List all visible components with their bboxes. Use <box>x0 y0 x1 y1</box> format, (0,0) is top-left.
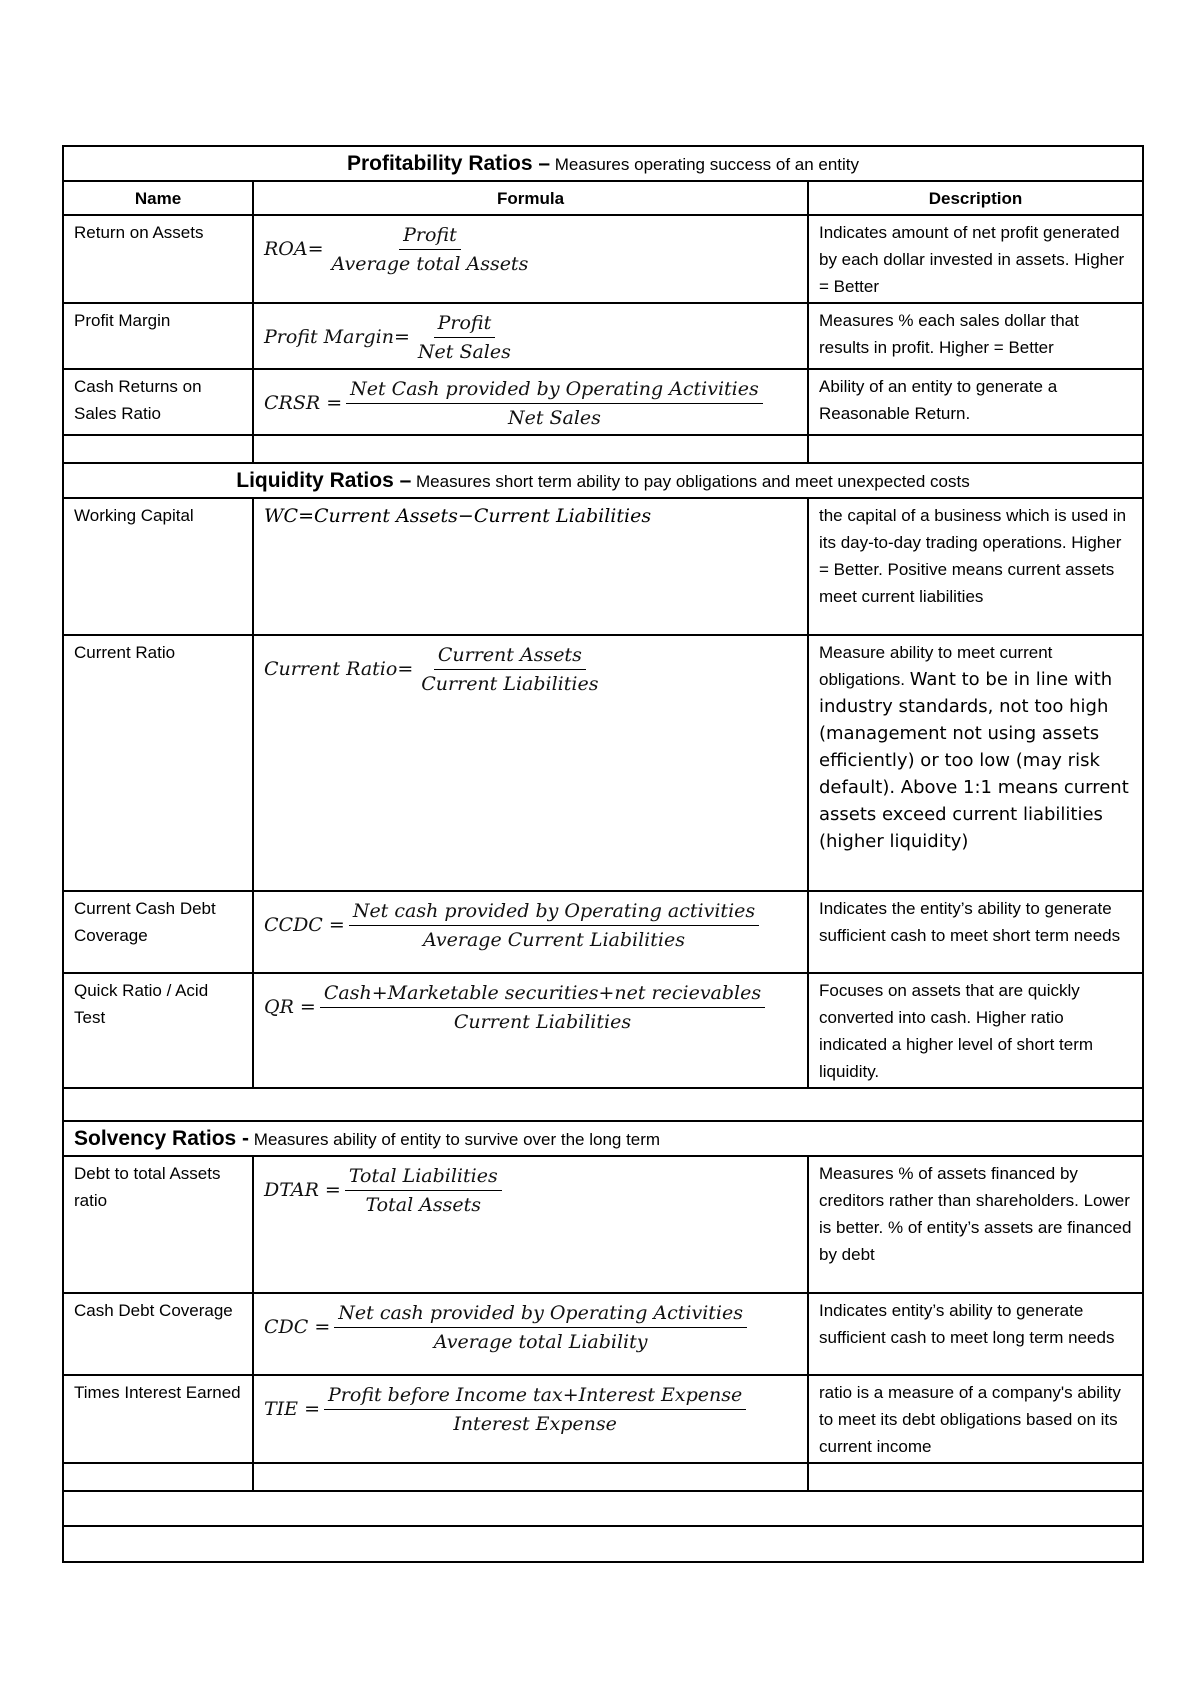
description-part: Want to be in line with industry standards, not too high (management not using assets efficiently) or too low (may risk default). Above 1:1 means current assets exceed current liabilities (higher liquidity) <box>819 669 1129 852</box>
formula-denominator: Total Assets <box>365 1194 482 1216</box>
empty-cell <box>63 1088 1143 1121</box>
liquidity-heading <box>63 463 1143 498</box>
column-header-row <box>63 181 1143 215</box>
ratio-formula <box>253 635 808 891</box>
profitability-title: Profitability Ratios – <box>346 152 551 175</box>
profitability-heading <box>63 146 1143 181</box>
formula-lhs: TIE = <box>264 1398 321 1420</box>
profitability-subtitle: Measures operating success of an entity <box>554 155 860 174</box>
ratio-description: Indicates entity’s ability to generate sufficient cash to meet long term needs <box>808 1293 1143 1375</box>
formula-denominator: Net Sales <box>417 341 511 363</box>
formula-lhs: CDC = <box>264 1316 331 1338</box>
ratio-formula <box>253 303 808 369</box>
solvency-heading <box>63 1121 1143 1156</box>
formula-expression: WC=Current Assets−Current Liabilities <box>264 505 652 527</box>
formula-lhs: CCDC = <box>264 914 345 936</box>
formula-numerator: Net cash provided by Operating Activities <box>334 1299 747 1328</box>
ratio-name: Debt to total Assets ratio <box>63 1156 253 1293</box>
table-row <box>63 215 1143 303</box>
table-row <box>63 973 1143 1088</box>
empty-row <box>63 1463 1143 1491</box>
ratio-formula <box>253 1156 808 1293</box>
ratio-name: Profit Margin <box>63 303 253 369</box>
ratio-formula <box>253 1293 808 1375</box>
table-row <box>63 1375 1143 1463</box>
table-row <box>63 635 1143 891</box>
formula-denominator: Net Sales <box>507 407 601 429</box>
formula-lhs: QR = <box>264 996 316 1018</box>
ratio-description: the capital of a business which is used in its day-to-day trading operations. Higher = Better. Positive means current assets meet current liabilities <box>808 498 1143 635</box>
ratio-description: Indicates the entity’s ability to generate sufficient cash to meet short term needs <box>808 891 1143 973</box>
ratio-formula <box>253 1375 808 1463</box>
ratio-name: Working Capital <box>63 498 253 635</box>
ratio-description: Indicates amount of net profit generated by each dollar invested in assets. Higher = Better <box>808 215 1143 303</box>
ratio-formula <box>253 891 808 973</box>
table-row <box>63 1293 1143 1375</box>
liquidity-title: Liquidity Ratios – <box>236 469 412 492</box>
ratio-description: ratio is a measure of a company's ability to meet its debt obligations based on its current income <box>808 1375 1143 1463</box>
ratio-formula <box>253 498 808 635</box>
formula-lhs: ROA= <box>264 238 324 260</box>
ratio-description: Measures % of assets financed by creditors rather than shareholders. Lower is better. % of entity’s assets are financed by debt <box>808 1156 1143 1293</box>
formula-numerator: Net cash provided by Operating activities <box>349 897 759 926</box>
formula-numerator: Net Cash provided by Operating Activities <box>346 375 763 404</box>
liquidity-subtitle: Measures short term ability to pay obligations and meet unexpected costs <box>416 472 970 491</box>
table-row <box>63 369 1143 435</box>
formula-lhs: DTAR = <box>264 1179 341 1201</box>
formula-lhs: Current Ratio= <box>264 658 414 680</box>
formula-denominator: Interest Expense <box>453 1413 617 1435</box>
profitability-section-row <box>63 146 1143 181</box>
empty-row <box>63 1526 1143 1562</box>
empty-cell <box>253 435 808 463</box>
ratio-name: Current Cash Debt Coverage <box>63 891 253 973</box>
empty-cell <box>253 1463 808 1491</box>
table-row <box>63 498 1143 635</box>
empty-cell <box>63 435 253 463</box>
table-row <box>63 891 1143 973</box>
solvency-title: Solvency Ratios - <box>74 1127 250 1150</box>
formula-denominator: Current Liabilities <box>421 673 599 695</box>
ratio-name: Return on Assets <box>63 215 253 303</box>
ratio-name: Cash Debt Coverage <box>63 1293 253 1375</box>
empty-row <box>63 1088 1143 1121</box>
ratio-name: Quick Ratio / Acid Test <box>63 973 253 1088</box>
solvency-section-row <box>63 1121 1143 1156</box>
ratio-name: Current Ratio <box>63 635 253 891</box>
ratio-name: Times Interest Earned <box>63 1375 253 1463</box>
table-row <box>63 303 1143 369</box>
ratio-formula <box>253 215 808 303</box>
formula-numerator: Cash+Marketable securities+net recievables <box>320 979 765 1008</box>
empty-cell <box>63 1463 253 1491</box>
empty-cell <box>63 1491 1143 1526</box>
formula-denominator: Average total Liability <box>433 1331 648 1353</box>
description-part: Measure ability to meet current obligations. <box>819 643 1053 689</box>
empty-row <box>63 435 1143 463</box>
empty-cell <box>808 1463 1143 1491</box>
empty-cell <box>63 1526 1143 1562</box>
solvency-subtitle: Measures ability of entity to survive over the long term <box>253 1130 661 1149</box>
ratio-description: Measures % each sales dollar that results in profit. Higher = Better <box>808 303 1143 369</box>
formula-column-header: Formula <box>253 181 808 215</box>
description-column-header: Description <box>808 181 1143 215</box>
ratio-name: Cash Returns on Sales Ratio <box>63 369 253 435</box>
empty-cell <box>808 435 1143 463</box>
name-column-header: Name <box>63 181 253 215</box>
formula-lhs: CRSR = <box>264 392 343 414</box>
table-row <box>63 1156 1143 1293</box>
liquidity-section-row <box>63 463 1143 498</box>
formula-denominator: Current Liabilities <box>453 1011 632 1033</box>
empty-row <box>63 1491 1143 1526</box>
formula-numerator: Profit before Income tax+Interest Expense <box>324 1381 746 1410</box>
ratio-description: Ability of an entity to generate a Reasonable Return. <box>808 369 1143 435</box>
formula-numerator: Profit <box>434 309 496 338</box>
ratio-formula <box>253 973 808 1088</box>
ratio-description <box>808 635 1143 891</box>
formula-lhs: Profit Margin= <box>264 326 410 348</box>
formula-numerator: Current Assets <box>434 641 586 670</box>
formula-numerator: Profit <box>399 221 461 250</box>
formula-denominator: Average total Assets <box>331 253 529 275</box>
ratio-description: Focuses on assets that are quickly converted into cash. Higher ratio indicated a higher level of short term liquidity. <box>808 973 1143 1088</box>
ratios-table <box>62 145 1144 1563</box>
ratio-formula <box>253 369 808 435</box>
formula-numerator: Total Liabilities <box>345 1162 502 1191</box>
formula-denominator: Average Current Liabilities <box>422 929 685 951</box>
